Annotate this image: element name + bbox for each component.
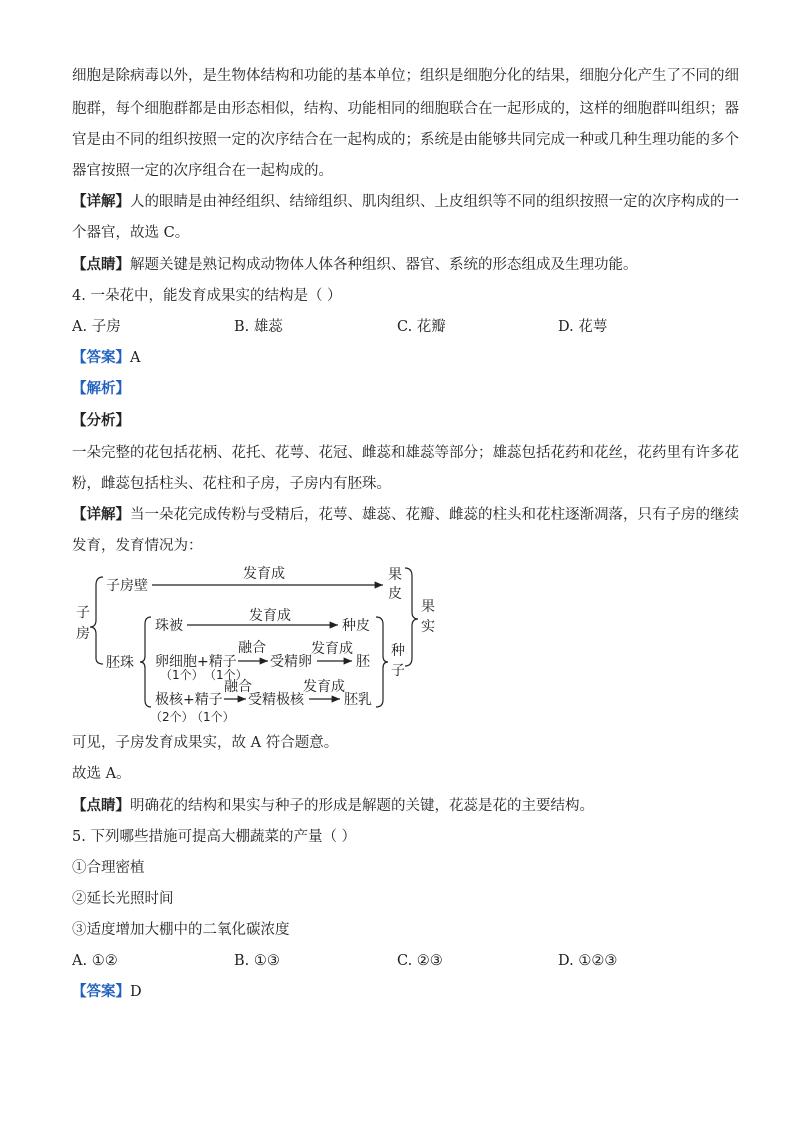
comment-line: [72, 796, 724, 816]
q4-option-a: A. 子房: [72, 319, 121, 335]
diagram-count: （1个）: [191, 710, 235, 724]
diagram-zifang-1: 子: [76, 605, 90, 621]
answer-value: D: [130, 984, 142, 1000]
diagram-zifang-2: 房: [76, 626, 90, 642]
conclusion-line: 可见，子房发育成果实，故 A 符合题意。: [72, 735, 339, 751]
comment-text: 明确花的结构和果实与种子的形成是解题的关键，花蕊是花的主要结构。: [130, 798, 594, 814]
diagram-pei: 胚: [356, 654, 370, 670]
answer-label: 【答案】: [72, 350, 130, 366]
comment-label: 【点睛】: [72, 257, 130, 273]
question-5-stem: 5. 下列哪些措施可提高大棚蔬菜的产量（ ）: [72, 829, 357, 845]
diagram-label-fayucheng: 发育成: [311, 641, 353, 657]
answer-value: A: [130, 350, 141, 366]
diagram-guopi-2: 皮: [388, 586, 402, 602]
detail-label: 【详解】: [72, 194, 130, 210]
choose-line: 故选 A。: [72, 766, 131, 782]
diagram-label-ronghe: 融合: [224, 679, 252, 695]
diagram-zifangbi: 子房壁: [106, 578, 148, 594]
diagram-peiru: 胚乳: [344, 692, 372, 708]
q4-option-c: C. 花瓣: [397, 319, 446, 335]
q5-option-c: C. ②③: [397, 953, 443, 969]
brace-seed: [376, 617, 388, 707]
diagram-shoujingluan: 受精卵: [270, 654, 312, 670]
diagram-zhongzi-2: 子: [391, 663, 405, 679]
q5-option-b: B. ①③: [234, 953, 280, 969]
brace-ovule: [140, 617, 151, 707]
detail-text: 人的眼睛是由神经组织、结缔组织、肌肉组织、上皮组织等不同的组织按照一定的次序构成的一: [130, 194, 739, 210]
analysis-label: 【解析】: [72, 381, 130, 397]
paragraph-line: 一朵完整的花包括花柄、花托、花萼、花冠、雌蕊和雄蕊等部分；雄蕊包括花药和花丝，花药里有许多花: [72, 445, 739, 461]
paragraph-line: 粉，雌蕊包括柱头、花柱和子房，子房内有胚珠。: [72, 476, 391, 492]
diagram-count: （1个）: [160, 668, 204, 682]
diagram-label-fayucheng: 发育成: [249, 608, 291, 624]
diagram-luanxibao: 卵细胞+精子: [155, 654, 237, 670]
paragraph-line: 发育，发育情况为：: [72, 538, 203, 554]
diagram-guoshi-1: 果: [421, 599, 435, 615]
comment-label: 【点睛】: [72, 798, 130, 814]
diagram-shoujingjihe: 受精极核: [248, 692, 304, 708]
diagram-label-ronghe: 融合: [238, 640, 266, 656]
diagram-label-fayucheng: 发育成: [243, 566, 285, 582]
fenxi-label: 【分析】: [72, 413, 130, 429]
q5-item-1: ①合理密植: [72, 860, 145, 876]
diagram-peizhu: 胚珠: [106, 655, 134, 671]
brace-ovary: [90, 577, 103, 664]
diagram-guoshi-2: 实: [421, 619, 435, 635]
paragraph-line: 个器官，故选 C。: [72, 225, 190, 241]
q4-option-b: B. 雄蕊: [234, 319, 283, 335]
q5-item-3: ③适度增加大棚中的二氧化碳浓度: [72, 922, 290, 938]
q5-option-a: A. ①②: [72, 953, 118, 969]
diagram-jihe: 极核+精子: [155, 692, 223, 708]
paragraph-line: 器官按照一定的次序组合在一起构成的。: [72, 163, 333, 179]
diagram-count: （1个）: [204, 668, 248, 682]
answer-line: [72, 982, 724, 1002]
q5-item-2: ②延长光照时间: [72, 891, 174, 907]
brace-fruit: [405, 568, 418, 666]
diagram-zhongzi-1: 种: [391, 643, 405, 659]
diagram-guopi-1: 果: [388, 567, 402, 583]
q5-option-d: D. ①②③: [558, 953, 618, 969]
comment-text: 解题关键是熟记构成动物体人体各种组织、器官、系统的形态组成及生理功能。: [130, 257, 638, 273]
diagram-zhongpi: 种皮: [342, 618, 370, 634]
q4-option-d: D. 花萼: [558, 319, 608, 335]
detail-label: 【详解】: [72, 507, 130, 523]
diagram-zhubei: 珠被: [155, 618, 183, 634]
paragraph-line: 细胞是除病毒以外，是生物体结构和功能的基本单位；组织是细胞分化的结果，细胞分化产生了不同的细: [72, 68, 739, 84]
detail-text: 当一朵花完成传粉与受精后，花萼、雄蕊、花瓣、雌蕊的柱头和花柱逐渐凋落，只有子房的继续: [130, 507, 739, 523]
question-4-stem: 4. 一朵花中，能发育成果实的结构是（ ）: [72, 288, 342, 304]
paragraph-line: 胞群，每个细胞群都是由形态相似，结构、功能相同的细胞联合在一起形成的，这样的细胞群叫组织；器: [72, 101, 739, 117]
diagram-count: （2个）: [150, 710, 194, 724]
answer-label: 【答案】: [72, 984, 130, 1000]
paragraph-line: 官是由不同的组织按照一定的次序结合在一起构成的；系统是由能够共同完成一种或几种生理功能的多个: [72, 132, 739, 148]
diagram-label-fayucheng: 发育成: [303, 679, 345, 695]
